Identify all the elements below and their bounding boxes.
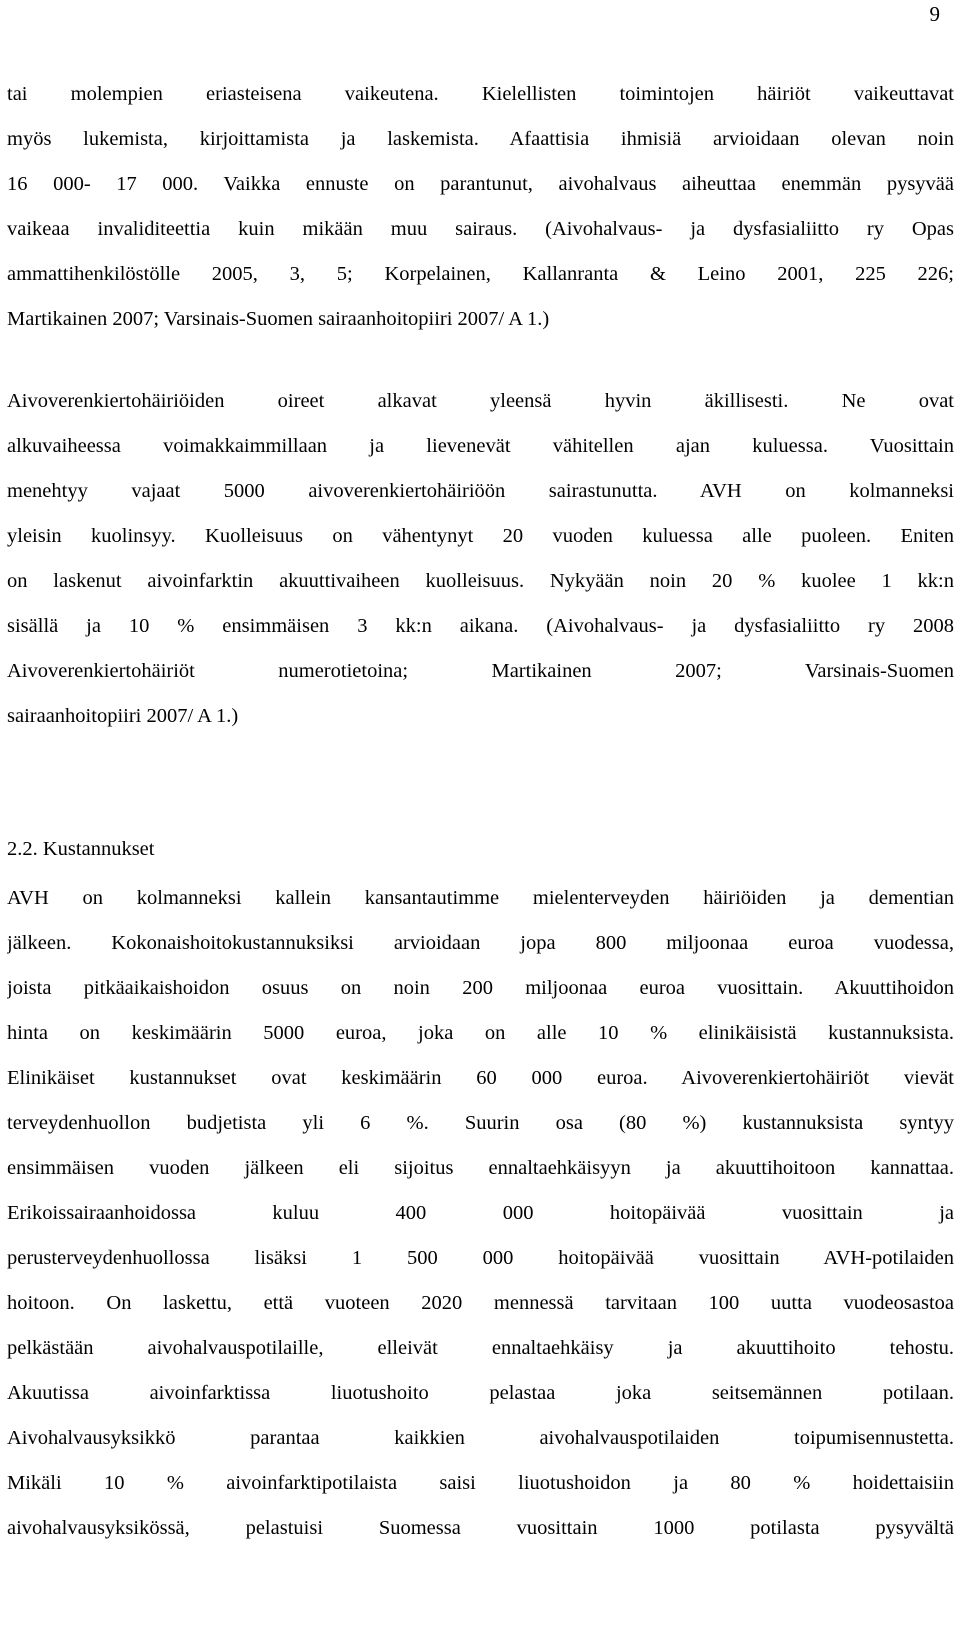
text-line: alkuvaiheessa voimakkaimmillaan ja lievenevät vähitellen ajan kuluessa. Vuosittain xyxy=(7,435,954,457)
text-line: Aivoverenkiertohäiriöt numerotietoina; Martikainen 2007; Varsinais-Suomen xyxy=(7,660,954,682)
text-line: AVH on kolmanneksi kallein kansantautimme mielenterveyden häiriöiden ja dementian xyxy=(7,887,954,909)
text-line: ammattihenkilöstölle 2005, 3, 5; Korpelainen, Kallanranta & Leino 2001, 225 226; xyxy=(7,263,954,285)
paragraph-3 xyxy=(7,876,954,1551)
text-line: Erikoissairaanhoidossa kuluu 400 000 hoitopäivää vuosittain ja xyxy=(7,1202,954,1224)
text-line: yleisin kuolinsyy. Kuolleisuus on vähentynyt 20 vuoden kuluessa alle puoleen. Eniten xyxy=(7,525,954,547)
text-line: Aivoverenkiertohäiriöiden oireet alkavat yleensä hyvin äkillisesti. Ne ovat xyxy=(7,390,954,412)
text-line: terveydenhuollon budjetista yli 6 %. Suurin osa (80 %) kustannuksista syntyy xyxy=(7,1112,954,1134)
text-line: pelkästään aivohalvauspotilaille, elleivät ennaltaehkäisy ja akuuttihoito tehostu. xyxy=(7,1337,954,1359)
text-line: Aivohalvausyksikkö parantaa kaikkien aivohalvauspotilaiden toipumisennustetta. xyxy=(7,1427,954,1449)
document-body xyxy=(7,72,954,1551)
paragraph-1 xyxy=(7,72,954,342)
text-line: joista pitkäaikaishoidon osuus on noin 200 miljoonaa euroa vuosittain. Akuuttihoidon xyxy=(7,977,954,999)
text-line: hinta on keskimäärin 5000 euroa, joka on alle 10 % elinikäisistä kustannuksista. xyxy=(7,1022,954,1044)
text-line: vaikeaa invaliditeettia kuin mikään muu sairaus. (Aivohalvaus- ja dysfasialiitto ry Opas xyxy=(7,218,954,240)
text-line: Mikäli 10 % aivoinfarktipotilaista saisi liuotushoidon ja 80 % hoidettaisiin xyxy=(7,1472,954,1494)
text-line: sisällä ja 10 % ensimmäisen 3 kk:n aikana. (Aivohalvaus- ja dysfasialiitto ry 2008 xyxy=(7,615,954,637)
text-line: hoitoon. On laskettu, että vuoteen 2020 mennessä tarvitaan 100 uutta vuodeosastoa xyxy=(7,1292,954,1314)
text-line: on laskenut aivoinfarktin akuuttivaiheen kuolleisuus. Nykyään noin 20 % kuolee 1 kk:n xyxy=(7,570,954,592)
text-line: 16 000- 17 000. Vaikka ennuste on parantunut, aivohalvaus aiheuttaa enemmän pysyvää xyxy=(7,173,954,195)
text-line: ensimmäisen vuoden jälkeen eli sijoitus ennaltaehkäisyyn ja akuuttihoitoon kannattaa. xyxy=(7,1157,954,1179)
section-heading: 2.2. Kustannukset xyxy=(7,838,155,860)
text-line: Elinikäiset kustannukset ovat keskimäärin 60 000 euroa. Aivoverenkiertohäiriöt vievät xyxy=(7,1067,954,1089)
text-line: menehtyy vajaat 5000 aivoverenkiertohäiriöön sairastunutta. AVH on kolmanneksi xyxy=(7,480,954,502)
text-line: jälkeen. Kokonaishoitokustannuksiksi arvioidaan jopa 800 miljoonaa euroa vuodessa, xyxy=(7,932,954,954)
text-line: aivohalvausyksikössä, pelastuisi Suomessa vuosittain 1000 potilasta pysyvältä xyxy=(7,1517,954,1539)
text-line: Martikainen 2007; Varsinais-Suomen sairaanhoitopiiri 2007/ A 1.) xyxy=(7,308,550,330)
paragraph-2 xyxy=(7,379,954,739)
text-line: myös lukemista, kirjoittamista ja laskemista. Afaattisia ihmisiä arvioidaan olevan noin xyxy=(7,128,954,150)
text-line: sairaanhoitopiiri 2007/ A 1.) xyxy=(7,705,239,727)
text-line: perusterveydenhuollossa lisäksi 1 500 000 hoitopäivää vuosittain AVH-potilaiden xyxy=(7,1247,954,1269)
page-number: 9 xyxy=(929,2,940,26)
text-line: Akuutissa aivoinfarktissa liuotushoito pelastaa joka seitsemännen potilaan. xyxy=(7,1382,954,1404)
text-line: tai molempien eriasteisena vaikeutena. Kielellisten toimintojen häiriöt vaikeuttavat xyxy=(7,83,954,105)
